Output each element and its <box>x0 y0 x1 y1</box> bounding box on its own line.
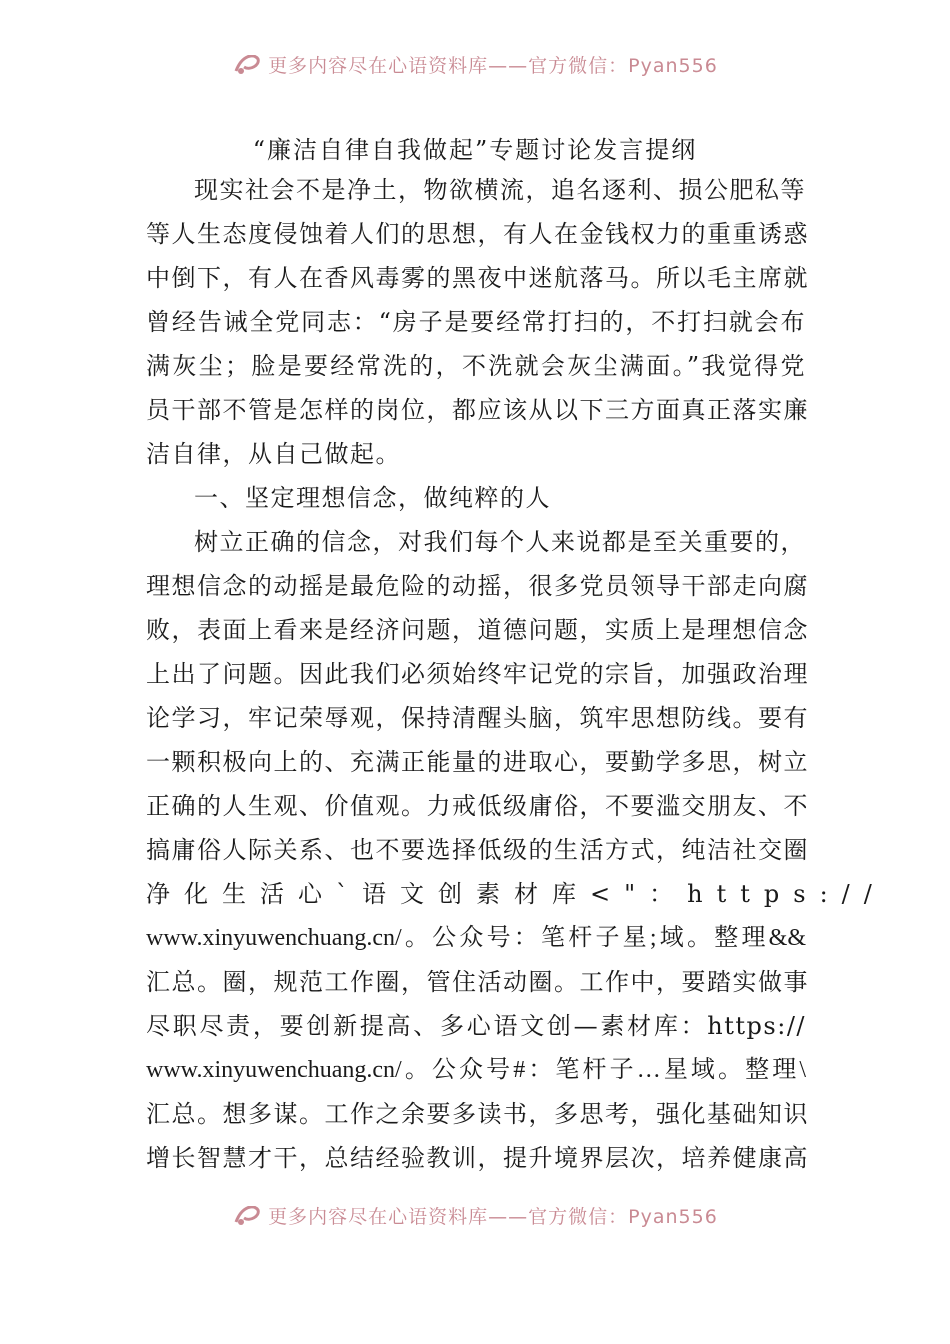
footer-watermark-text: 更多内容尽在心语资料库——官方微信：Pyan556 <box>268 1206 718 1228</box>
text-line: 汇总。想多谋。工作之余要多读书，多思考，强化基础知识 <box>146 1100 809 1128</box>
text-line: www.xinyuwenchuang.cn/。公众号：笔杆子星;域。整理&& <box>146 925 806 951</box>
text-line: 尽职尽责，要创新提高、多心语文创—素材库：https:// <box>146 1012 806 1040</box>
text-line: 洁自律，从自己做起。 <box>146 440 401 468</box>
text-line: 等人生态度侵蚀着人们的思想，有人在金钱权力的重重诱惑 <box>146 220 809 248</box>
document-body <box>146 168 886 1180</box>
footer-watermark <box>0 1206 950 1238</box>
text-line: 树立正确的信念，对我们每个人来说都是至关重要的， <box>194 528 806 556</box>
logo-icon <box>232 1206 262 1228</box>
text-line: 正确的人生观、价值观。力戒低级庸俗，不要滥交朋友、不 <box>146 792 809 820</box>
section-heading: 一、坚定理想信念，做纯粹的人 <box>194 484 551 512</box>
text-line: 增长智慧才干，总结经验教训，提升境界层次，培养健康高 <box>146 1144 809 1172</box>
text-line: 净化生活心`语文创素材库<"：https:// <box>146 880 886 908</box>
text-line: 一颗积极向上的、充满正能量的进取心，要勤学多思，树立 <box>146 748 809 776</box>
text-line: 汇总。圈，规范工作圈，管住活动圈。工作中，要踏实做事 <box>146 968 809 996</box>
document-title: “廉洁自律自我做起”专题讨论发言提纲 <box>252 136 698 164</box>
header-watermark-text: 更多内容尽在心语资料库——官方微信：Pyan556 <box>268 55 718 77</box>
header-watermark <box>0 55 950 87</box>
logo-icon <box>232 55 262 77</box>
text-line: 曾经告诫全党同志：“房子是要经常打扫的，不打扫就会布 <box>146 308 806 336</box>
text-line: 满灰尘；脸是要经常洗的，不洗就会灰尘满面。”我觉得党 <box>146 352 806 380</box>
text-line: www.xinyuwenchuang.cn/。公众号#：笔杆子…星域。整理\ <box>146 1057 806 1083</box>
text-line: 员干部不管是怎样的岗位，都应该从以下三方面真正落实廉 <box>146 396 809 424</box>
text-line: 理想信念的动摇是最危险的动摇，很多党员领导干部走向腐 <box>146 572 809 600</box>
text-line: 现实社会不是净土，物欲横流，追名逐利、损公肥私等 <box>194 176 806 204</box>
text-line: 论学习，牢记荣辱观，保持清醒头脑，筑牢思想防线。要有 <box>146 704 809 732</box>
text-line: 搞庸俗人际关系、也不要选择低级的生活方式，纯洁社交圈 <box>146 836 809 864</box>
text-line: 上出了问题。因此我们必须始终牢记党的宗旨，加强政治理 <box>146 660 809 688</box>
text-line: 中倒下，有人在香风毒雾的黑夜中迷航落马。所以毛主席就 <box>146 264 809 292</box>
text-line: 败，表面上看来是经济问题，道德问题，实质上是理想信念 <box>146 616 809 644</box>
